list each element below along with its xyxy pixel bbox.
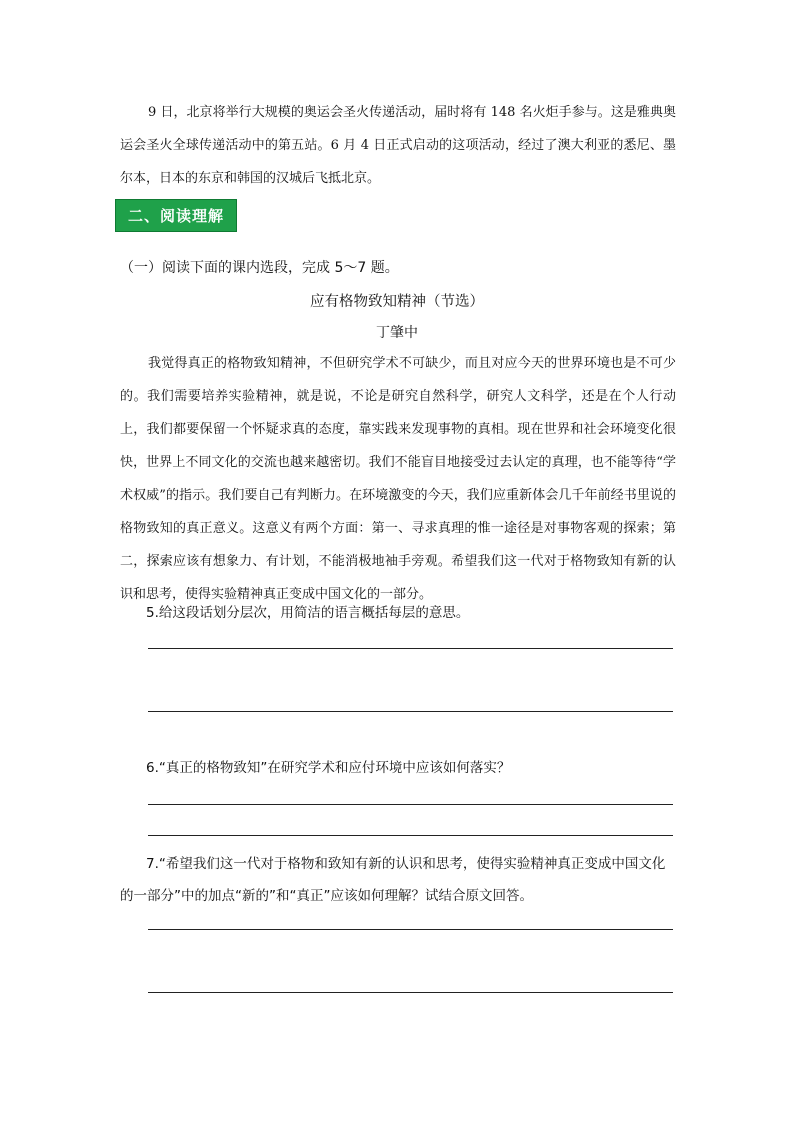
question-7: 7.“希望我们这一代对于格物和致知有新的认识和思考，使得实验精神真正变成中国文化的一部分”中的加点“新的”和“真正”应该如何理解？试结合原文回答。	[120, 856, 666, 904]
answer-line[interactable]	[148, 929, 673, 930]
passage-title: 应有格物致知精神（节选）	[310, 294, 484, 310]
answer-line[interactable]	[148, 835, 673, 836]
answer-line[interactable]	[148, 804, 673, 805]
answer-line[interactable]	[148, 711, 673, 712]
answer-line[interactable]	[148, 992, 673, 993]
intro-paragraph: 9 日，北京将举行大规模的奥运会圣火传递活动，届时将有 148 名火炬手参与。这是雅典奥运会圣火全球传递活动中的第五站。6 月 4 日正式启动的这项活动，经过了澳大利亚的悉尼、墨尔本，日本的东京和韩国的汉城后飞抵北京。	[120, 105, 676, 186]
section-heading-reading: 二、阅读理解	[115, 199, 237, 232]
reading-instruction: （一）阅读下面的课内选段，完成 5～7 题。	[120, 260, 399, 276]
question-6: 6.“真正的格物致知”在研究学术和应付环境中应该如何落实？	[146, 760, 511, 776]
passage-text: 我觉得真正的格物致知精神，不但研究学术不可缺少，而且对应今天的世界环境也是不可少的。我们需要培养实验精神，就是说，不论是研究自然科学，研究人文科学，还是在个人行动上，我们都要保留一个怀疑求真的态度，靠实践来发现事物的真相。现在世界和社会环境变化很快，世界上不同文化的交流也越来越密切。我们不能盲目地接受过去认定的真理，也不能等待“学术权威”的指示。我们要自己有判断力。在环境激变的今天，我们应重新体会几千年前经书里说的格物致知的真正意义。这意义有两个方面：第一、寻求真理的惟一途径是对事物客观的探索；第二，探索应该有想象力、有计划，不能消极地袖手旁观。希望我们这一代对于格物致知有新的认识和思考，使得实验精神真正变成中国文化的一部分。	[120, 356, 676, 602]
passage-author: 丁肇中	[376, 325, 418, 341]
question-5: 5.给这段话划分层次，用简洁的语言概括每层的意思。	[146, 605, 470, 621]
answer-line[interactable]	[148, 648, 673, 649]
